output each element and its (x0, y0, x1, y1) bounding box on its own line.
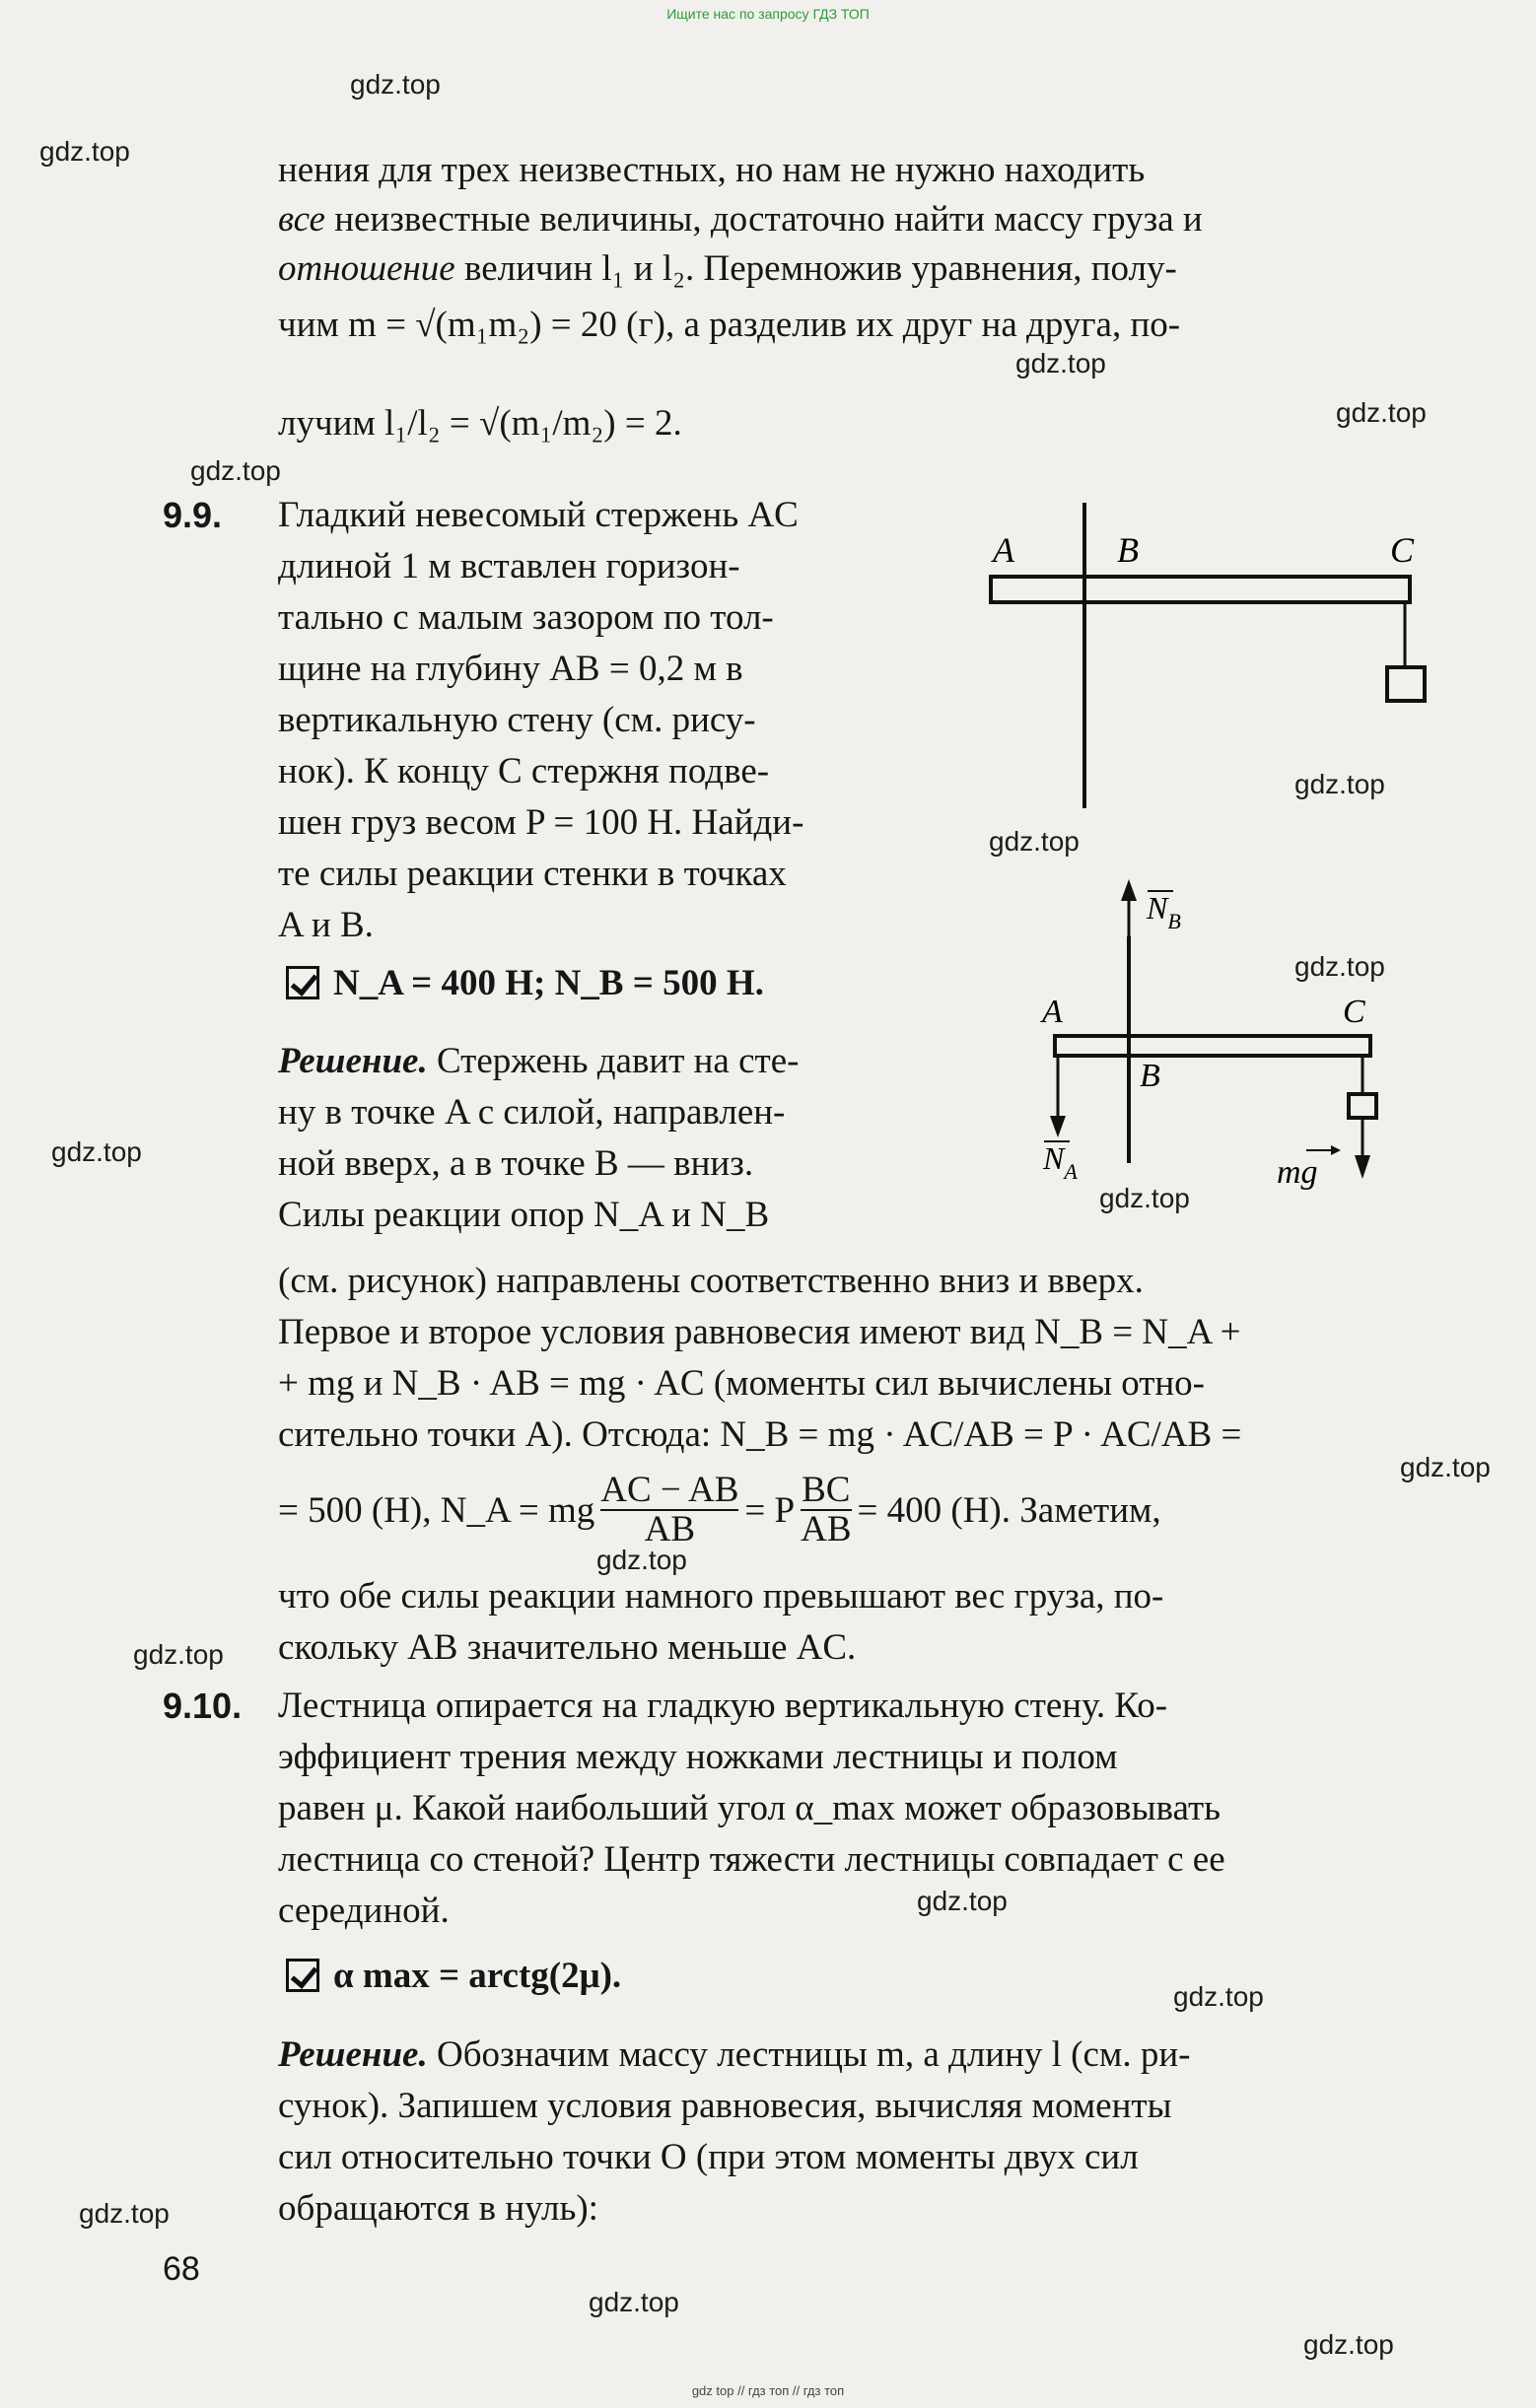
solution-line: сил относительно точки O (при этом моменты двух сил (278, 2137, 1139, 2177)
intro-line: нения для трех неизвестных, но нам не нужно находить (278, 150, 1146, 190)
solution-line: что обе силы реакции намного превышают вес груза, по- (278, 1576, 1164, 1617)
intro-line: чим m = √(m₁m₂) = 20 (г), а разделив их друг на друга, по- (278, 305, 1181, 345)
watermark: gdz.top (1400, 1452, 1491, 1482)
label-A: A (993, 530, 1014, 570)
watermark: gdz.top (589, 2287, 679, 2317)
problem-line: Гладкий невесомый стержень AC (278, 495, 799, 535)
bottom-banner: gdz top // гдз топ // гдз топ (691, 2383, 845, 2398)
fraction: $\frac{AC - AB}{AB}$ (600, 1470, 739, 1549)
figure-rod-wall (981, 498, 1444, 823)
solution-line: + mg и N_B · AB = mg · AC (моменты сил вычислены отно- (278, 1363, 1205, 1404)
label-NA: $N_A$ (1043, 1140, 1078, 1184)
load-box (1349, 1094, 1376, 1118)
label-mg: mg (1277, 1154, 1318, 1191)
problem-line: вертикальную стену (см. рису- (278, 700, 756, 740)
problem-line: Лестница опирается на гладкую вертикальную стену. Ко- (278, 1686, 1168, 1726)
watermark: gdz.top (596, 1545, 687, 1575)
watermark: gdz.top (1099, 1183, 1190, 1213)
solution-line: Первое и второе условия равновесия имеют вид N_B = N_A + (278, 1312, 1241, 1352)
watermark: gdz.top (1015, 348, 1106, 378)
problem-line: лестница со стеной? Центр тяжести лестницы совпадает с ее (278, 1839, 1225, 1880)
arrow-NB-head (1121, 879, 1137, 901)
intro-line: отношение величин l₁ и l₂. Перемножив уравнения, полу- (278, 248, 1177, 289)
watermark: gdz.top (51, 1136, 142, 1167)
top-banner: Ищите нас по запросу ГДЗ ТОП (666, 6, 870, 22)
label-C: C (1390, 530, 1415, 570)
solution-line: Силы реакции опор N_A и N_B (278, 1195, 770, 1235)
arrow-mg-head (1355, 1155, 1370, 1179)
solution-line: ной вверх, а в точке B — вниз. (278, 1143, 754, 1184)
rod (991, 577, 1410, 602)
checkbox-icon (286, 1959, 319, 1992)
watermark: gdz.top (1336, 397, 1427, 428)
vector-arrow (1331, 1145, 1341, 1155)
label-B: B (1140, 1058, 1160, 1094)
problem-number: 9.10. (163, 1686, 243, 1726)
figure-forces (986, 867, 1410, 1212)
checkbox-icon (286, 966, 319, 999)
label-A: A (1042, 994, 1063, 1030)
intro-line: все неизвестные величины, достаточно найти массу груза и (278, 199, 1203, 240)
watermark: gdz.top (79, 2198, 170, 2229)
solution-line: сунок). Запишем условия равновесия, вычисляя моменты (278, 2086, 1172, 2126)
problem-line: эффициент трения между ножками лестницы и полом (278, 1737, 1118, 1777)
solution-line: сительно точки A). Отсюда: N_B = mg · AC/AB = P · AC/AB = (278, 1414, 1242, 1455)
watermark: gdz.top (1294, 769, 1385, 799)
watermark: gdz.top (917, 1886, 1008, 1916)
solution-line: Решение. Стержень давит на сте- (278, 1041, 800, 1081)
problem-number: 9.9. (163, 495, 223, 535)
formula-line: = 500 (Н), N_A = mg $\frac{AC - AB}{AB}$ = P $\frac{BC}{AB}$ = 400 (Н). Заметим, (278, 1470, 1161, 1549)
solution-line: скольку AB значительно меньше AC. (278, 1627, 857, 1668)
problem-line: длиной 1 м вставлен горизон- (278, 546, 740, 586)
rod (1055, 1036, 1370, 1056)
problem-line: A и B. (278, 905, 374, 945)
solution-line: обращаются в нуль): (278, 2188, 598, 2229)
label-NB: $N_B$ (1147, 890, 1181, 933)
solution-line: (см. рисунок) направлены соответственно вниз и вверх. (278, 1261, 1144, 1301)
solution-line: ну в точке A с силой, направлен- (278, 1092, 786, 1133)
page-number: 68 (163, 2250, 200, 2288)
problem-line: тально с малым зазором по тол- (278, 597, 774, 638)
solution-line: Решение. Обозначим массу лестницы m, а длину l (см. ри- (278, 2034, 1191, 2075)
problem-line: равен μ. Какой наибольший угол α_max может образовывать (278, 1788, 1221, 1828)
watermark: gdz.top (989, 826, 1080, 857)
label-C: C (1343, 994, 1365, 1030)
watermark: gdz.top (133, 1639, 224, 1670)
intro-line: лучим l₁/l₂ = √(m₁/m₂) = 2. (278, 403, 682, 444)
arrow-NA-head (1050, 1116, 1066, 1137)
problem-line: нок). К концу C стержня подве- (278, 751, 770, 791)
answer: α max = arctg(2μ). (286, 1952, 621, 2001)
answer: N_A = 400 Н; N_B = 500 Н. (286, 959, 764, 1008)
watermark: gdz.top (350, 69, 441, 100)
problem-line: щине на глубину AB = 0,2 м в (278, 649, 743, 689)
watermark: gdz.top (1173, 1981, 1264, 2012)
watermark: gdz.top (1294, 951, 1385, 982)
problem-line: шен груз весом P = 100 Н. Найди- (278, 802, 804, 843)
watermark: gdz.top (39, 136, 130, 167)
problem-line: серединой. (278, 1891, 450, 1931)
fraction: $\frac{BC}{AB}$ (801, 1470, 852, 1549)
watermark: gdz.top (190, 455, 281, 486)
watermark: gdz.top (1303, 2329, 1394, 2360)
load-box (1387, 667, 1425, 701)
problem-line: те силы реакции стенки в точках (278, 854, 787, 894)
label-B: B (1117, 530, 1139, 570)
